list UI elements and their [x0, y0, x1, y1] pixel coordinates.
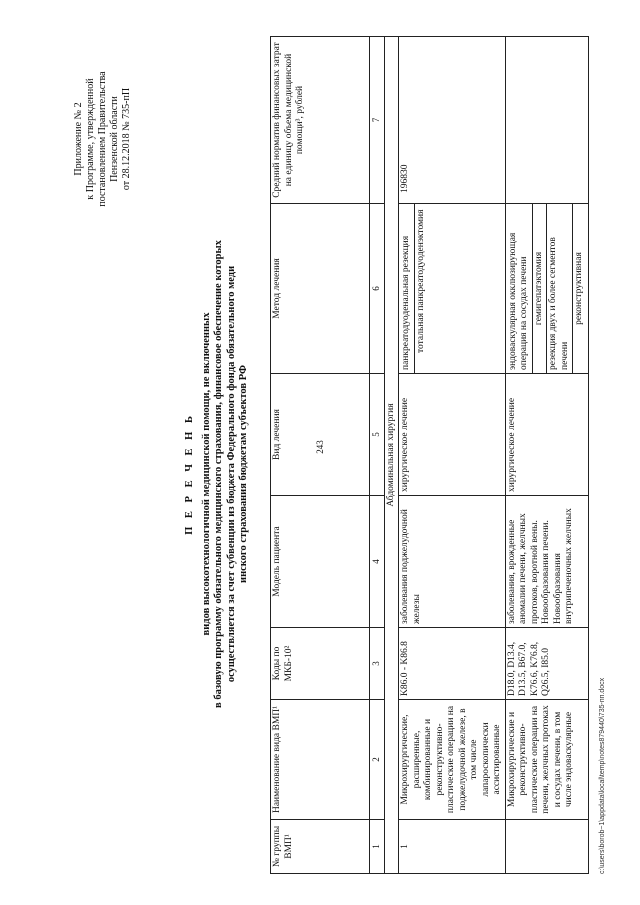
file-path: c:\users\borob~1\appdata\local\temp\notes879440\735-пп.docx [599, 677, 606, 874]
method-item: эндоваскулярная окклюзирующая операция на сосудах печени [507, 204, 533, 373]
section-title: Абдоминальная хирургия [384, 37, 399, 874]
column-number: 1 [370, 820, 385, 874]
title-line: видов высокотехнологичной медицинской помощи, не включенных [200, 312, 212, 636]
title-line: в базовую программу обязательного медицинского страхования, финансовое обеспечение которых [213, 240, 224, 708]
cell-name: Микрохирургические, расширенные, комбинированные и реконструктивно-пластические операции на поджелудочной железе, в том числе лапароскопически ассистированные [399, 700, 506, 820]
method-item: тотальная панкреатодуоденэктомия [415, 209, 426, 353]
appendix-line: от 28.12.2018 № 735-пП [121, 87, 132, 191]
table-row [505, 37, 588, 874]
header-codes: Коды по МКБ-10² [271, 628, 370, 700]
appendix-line: Пензенской области [109, 96, 120, 182]
appendix-line: постановлением Правительства [97, 71, 108, 207]
column-number-row [370, 37, 385, 874]
column-number: 4 [370, 496, 385, 628]
column-number: 3 [370, 628, 385, 700]
method-item: гемигепатэктомия [533, 204, 548, 373]
method-item: панкреатодуоденальная резекция [400, 204, 415, 373]
appendix-line: Приложение № 2 [73, 102, 84, 176]
table-header-row [271, 37, 370, 874]
header-method: Метод лечения [271, 204, 370, 374]
cell-codes: K86.0 - K86.8 [399, 628, 506, 700]
appendix-block [73, 64, 133, 214]
method-item: резекция двух и более сегментов печени [547, 204, 573, 373]
header-treatment: Вид лечения [271, 374, 370, 496]
vmp-table [270, 36, 589, 874]
rotated-page [17, 0, 623, 904]
header-cost: Средний норматив финансовых затрат на единицу объема медицинской помощи³, рублей [271, 37, 370, 204]
method-item: реконструктивная [574, 252, 584, 325]
cell-treatment: хирургическое лечение [505, 374, 588, 496]
cell-name: Микрохирургические и реконструктивно-пластические операции на печени, желчных протоках и сосудах печени, в том числе эндоваскулярные [505, 700, 588, 820]
cell-treatment: хирургическое лечение [399, 374, 506, 496]
page-number: 243 [315, 440, 325, 454]
column-number: 6 [370, 204, 385, 374]
table-row [399, 37, 506, 874]
cell-cost: 196830 [399, 37, 506, 204]
cell-model: заболевания, врожденные аномалии печени, желчных протоков, воротной вены. Новообразования печени. Новообразования внутрипеченочных желчных [505, 496, 588, 628]
cell-group [505, 820, 588, 874]
title-line: инского страхования бюджетам субъектов РФ [238, 365, 249, 583]
column-number: 2 [370, 700, 385, 820]
cell-methods [399, 204, 506, 374]
cell-methods [505, 204, 588, 374]
column-number: 5 [370, 374, 385, 496]
title-line: осуществляется за счет субвенции из бюджета Федерального фонда обязательного меди [225, 265, 237, 683]
title-heading: П Е Р Е Ч Е Н Ь [184, 413, 195, 535]
cell-model: заболевания поджелудочной железы [399, 496, 506, 628]
cell-codes: D18.0, D13.4, D13.5, B67.0, K76.6, K76.8, Q26.5, I85.0 [505, 628, 588, 700]
header-name: Наименование вида ВМП¹ [271, 700, 370, 820]
section-row [384, 37, 399, 874]
cell-cost [505, 37, 588, 204]
appendix-line: к Программе, утвержденной [85, 78, 96, 200]
cell-group: 1 [399, 820, 506, 874]
header-group: № группы ВМП¹ [271, 820, 370, 874]
column-number: 7 [370, 37, 385, 204]
header-model: Модель пациента [271, 496, 370, 628]
document-title [184, 164, 251, 784]
